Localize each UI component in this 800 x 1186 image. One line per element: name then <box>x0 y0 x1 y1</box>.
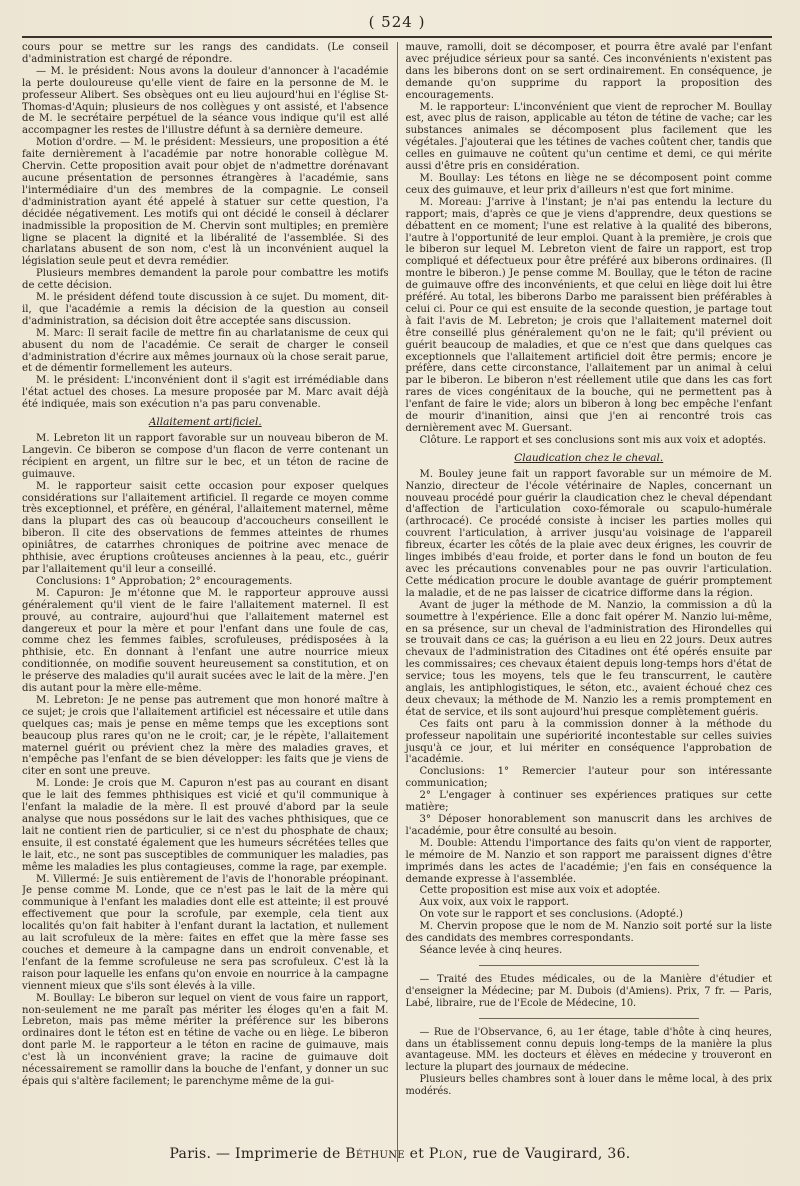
paragraph: Conclusions: 1° Approbation; 2° encouragements. <box>36 575 293 587</box>
paragraph: mauve, ramolli, doit se décomposer, et pourra être avalé par l'enfant avec préjudice sérieux pour sa santé. Ces inconvénients n'existent pas dans les biberons dont on se sert ordinairement. En conséquence, je demande qu'on supprime du rapport la proposition des encouragements. <box>405 42 772 101</box>
paragraph: Ces faits ont paru à la commission donner à la méthode du professeur napolitain une supériorité incontestable sur celles suivies jusqu'à ce jour, et lui mériter en conséquence l'approbation de l'académie. <box>405 718 772 766</box>
page-number: ( 524 ) <box>368 13 426 31</box>
imprint-suffix: , rue de Vaugirard, 36. <box>463 1146 631 1162</box>
paragraph: M. Lebreton: Je ne pense pas autrement que mon honoré maître à ce sujet; je crois que l'allaitement artificiel est nécessaire et utile dans quelques cas; mais je pense en même temps que les exceptions sont beaucoup plus rares qu'on ne le croit; car, je le répète, l'allaitement maternel guérit ou prévient chez la mère des maladies graves, et n'empêche pas l'enfant de se bien développer: les faits que je viens de citer en sont une preuve. <box>22 694 389 778</box>
paragraph: — M. le président: Nous avons la douleur d'annoncer à l'académie la perte douloureuse qu'elle vient de faire en la personne de M. le professeur Alibert. Ses obsèques ont eu lieu aujourd'hui en l'église St-Thomas-d'Aquin; plusieurs de nos collègues y ont assisté, et l'absence de M. le secrétaire perpétuel de la séance vous indique qu'il est allé accompagner les restes de l'illustre défunt à sa dernière demeure. <box>22 65 389 137</box>
paragraph: Conclusions: 1° Remercier l'auteur pour son intéressante communication; <box>405 766 772 790</box>
imprint-prefix: Paris. — Imprimerie de <box>169 1146 346 1162</box>
paragraph: M. le rapporteur saisit cette occasion pour exposer quelques considérations sur l'allaitement artificiel. Il regarde ce moyen comme très exceptionnel, et préfère, en général, l'allaitement maternel, même dans la plupart des cas où beaucoup d'accoucheurs conseillent le biberon. Il cite des observations de femmes atteintes de rhumes opiniâtres, de catarrhes chroniques de poitrine avec menace de phthisie, avec éruptions croûteuses anciennes à la peau, etc., guérir par l'allaitement qu'il leur a conseillé. <box>22 480 389 575</box>
paragraph: Clôture. Le rapport et ses conclusions sont mis aux voix et adoptés. <box>419 434 767 446</box>
paragraph: 2° L'engager à continuer ses expériences pratiques sur cette matière; <box>405 790 772 814</box>
advertisement: Plusieurs belles chambres sont à louer dans le même local, à des prix modérés. <box>405 1074 772 1098</box>
imprint-name: Plon <box>428 1146 464 1162</box>
separator-rule <box>479 1018 699 1019</box>
paragraph: M. Moreau: J'arrive à l'instant; je n'ai pas entendu la lecture du rapport; mais, d'après ce que je viens d'apprendre, deux questions se débattent en ce moment; l'une est relative à la qualité des biberons, l'autre à l'opportunité de leur emploi. Quant à la première, je crois que le biberon sur lequel M. Lebreton vient de faire un rapport, est trop compliqué et défectueux pour être préféré aux biberons ordinaires. (Il montre le biberon.) Je pense comme M. Boullay, que le téton de racine de guimauve offre des inconvénients, et que celui en liège doit lui être préféré. Au total, les biberons Darbo me paraissent bien préférables à celui ci. Pour ce qui est ensuite de la seconde question, je partage tout à fait l'avis de M. Lebreton; je crois que l'allaitement maternel doit être conseillé plus généralement qu'on ne le fait; qu'il prévient ou guérit beaucoup de maladies, et que ce n'est que dans quelques cas exceptionnels que l'allaitement artificiel doit être permis; encore je préfère, dans cette circonstance, l'allaitement par un animal à celui par le biberon. Le biberon n'est réellement utile que dans les cas fort rares de vices congénitaux de la bouche, qui ne permettent pas à l'enfant de faire le vide; alors un biberon à long bec empêche l'enfant de mourir d'inanition, ainsi que j'en ai rencontré trois cas dernièrement avec M. Guersant. <box>405 196 772 434</box>
left-column <box>22 42 398 1162</box>
paragraph: M. Bouley jeune fait un rapport favorable sur un mémoire de M. Nanzio, directeur de l'école vétérinaire de Naples, concernant un nouveau procédé pour guérir la claudication chez le cheval dépendant d'affection de l'articulation coxo-fémorale ou scapulo-humérale (arthrocacé). Ce procédé consiste à inciser les parties molles qui couvrent l'articulation, à arriver jusqu'au voisinage de l'appareil fibreux, écarter les côtés de la plaie avec deux érignes, les couvrir de linges imbibés d'eau froide, et porter dans le fond un bouton de feu avec les précautions convenables pour ne pas ouvrir l'articulation. Cette médication procure le double avantage de guérir promptement la maladie, et de ne pas laisser de cicatrice difforme dans la région. <box>405 468 772 599</box>
imprint-mid: et <box>404 1146 429 1162</box>
paragraph: Plusieurs membres demandent la parole pour combattre les motifs de cette décision. <box>22 268 389 292</box>
paragraph: M. Marc: Il serait facile de mettre fin au charlatanisme de ceux qui abusent du nom de l'académie. Ce serait de charger le conseil d'administration d'écrire aux mêmes journaux où la chose serait parue, et de démentir formellement les auteurs. <box>22 327 389 375</box>
paragraph: M. Boullay: Le biberon sur lequel on vient de vous faire un rapport, non-seulement ne me paraît pas mériter les éloges qu'en a fait M. Lebreton, mais pas même mériter la préférence sur les biberons ordinaires dont le téton est en tétine de vache ou en liège. Le biberon dont parle M. le rapporteur a le téton en racine de guimauve, mais c'est là un inconvénient grave; la racine de guimauve doit nécessairement se ramollir dans la bouche de l'enfant, y donner un suc épais qui s'altère facilement; le parenchyme même de la gui- <box>22 992 389 1087</box>
paragraph: M. Boullay: Les tétons en liège ne se décomposent point comme ceux des guimauve, et leur prix d'ailleurs n'est que fort minime. <box>405 172 772 196</box>
paragraph: On vote sur le rapport et ses conclusions. (Adopté.) <box>419 909 683 921</box>
paragraph: cours pour se mettre sur les rangs des candidats. (Le conseil d'administration est chargé de répondre. <box>22 42 389 65</box>
paragraph: M. Double: Attendu l'importance des faits qu'on vient de rapporter, le mémoire de M. Nanzio et son rapport me paraissent dignes d'être imprimés dans les actes de l'académie; j'en fais en conséquence la demande expresse à l'assemblée. <box>405 837 772 885</box>
right-column <box>398 42 773 1162</box>
advertisement: — Rue de l'Observance, 6, au 1er étage, table d'hôte à cinq heures, dans un établissement connu depuis long-temps de la manière la plus avantageuse. MM. les docteurs et élèves en médecine y trouveront en lecture la plupart des journaux de médecine. <box>405 1026 772 1074</box>
imprint-name: Béthune <box>345 1146 405 1162</box>
paragraph: Motion d'ordre. — M. le président: Messieurs, une proposition a été faite dernièrement à l'académie par notre honorable collègue M. Chervin. Cette proposition avait pour objet de n'admettre dorénavant aucune présentation de personnes étrangères à l'académie, sans l'intermédiaire d'un des membres de la compagnie. Le conseil d'administration ayant été appelé à statuer sur cette question, l'a décidée négativement. Les motifs qui ont décidé le conseil à déclarer inadmissible la proposition de M. Chervin sont multiples; en première ligne se placent la dignité et la libéralité de l'assemblée. Si des charlatans abusent de son nom, c'est là un inconvénient auquel la législation seule peut et devra remédier. <box>22 137 389 268</box>
paragraph: M. Londe: Je crois que M. Capuron n'est pas au courant en disant que le lait des femmes phthisiques est vicié et qu'il communique à l'enfant la maladie de la mère. Il est prouvé d'abord par la seule analyse que nous possédons sur le lait des vaches phthisiques, que ce lait ne contient rien de particulier, si ce n'est du phosphate de chaux; ensuite, il est constaté également que les humeurs sécrétées telles que le lait, etc., ne sont pas susceptibles de communiquer les maladies, pas même les maladies les plus contagieuses, comme la rage, par exemple. <box>22 778 389 873</box>
section-heading: Claudication chez le cheval. <box>514 451 664 464</box>
paragraph: M. Capuron: Je m'étonne que M. le rapporteur approuve aussi généralement qu'il vient de le faire l'allaitement maternel. Il est prouvé, au contraire, aujourd'hui que l'allaitement maternel est dangereux et pour la mère et pour l'enfant dans une foule de cas, comme chez les femmes faibles, scrofuleuses, prédisposées à la phthisie, etc. En donnant à l'enfant une autre nourrice mieux conditionnée, on modifie souvent heureusement sa constitution, et on le préserve des maladies qu'il aurait sucées avec le lait de la mère. J'en dis autant pour la mère elle-même. <box>22 587 389 695</box>
paragraph: M. le président: L'inconvénient dont il s'agit est irrémédiable dans l'état actuel des choses. La mesure proposée par M. Marc avait déjà été indiquée, mais son exécution n'a pas paru convenable. <box>22 375 389 411</box>
paragraph: M. le président défend toute discussion à ce sujet. Du moment, dit-il, que l'académie a remis la décision de la question au conseil d'administration, sa décision doit être acceptée sans discussion. <box>22 292 389 327</box>
top-rule <box>22 36 772 38</box>
paragraph: M. Chervin propose que le nom de M. Nanzio soit porté sur la liste des candidats des membres correspondants. <box>405 921 772 945</box>
section-heading: Allaitement artificiel. <box>148 416 262 429</box>
paragraph: Aux voix, aux voix le rapport. <box>419 897 569 909</box>
paragraph: M. Villermé: Je suis entièrement de l'avis de l'honorable préopinant. Je pense comme M. Londe, que ce n'est pas le lait de la mère qui communique à l'enfant les maladies dont elle est atteinte; il est prouvé effectivement que pour la scrofule, par exemple, cela tient aux localités qu'on fait habiter à l'enfant durant la lactation, et nullement au lait scrofuleux de la mère: faites en effet que la mère fasse ses couches et demeure à la campagne dans un endroit convenable, et l'enfant de la femme scrofuleuse ne sera pas scrofuleux. C'est là la raison pour laquelle les enfans qu'on envoie en nourrice à la campagne viennent mieux que s'ils sont élevés à la ville. <box>22 873 389 992</box>
paragraph: M. Lebreton lit un rapport favorable sur un nouveau biberon de M. Langevin. Ce biberon se compose d'un flacon de verre contenant un récipient en argent, un filtre sur le bec, et un téton de racine de guimauve. <box>22 433 389 480</box>
paragraph: Cette proposition est mise aux voix et adoptée. <box>419 885 661 897</box>
separator-rule <box>479 965 699 966</box>
paragraph: 3° Déposer honorablement son manuscrit dans les archives de l'académie, pour être consulté au besoin. <box>405 814 772 837</box>
book-notice: — Traité des Etudes médicales, ou de la Manière d'étudier et d'enseigner la Médecine; par M. Dubois (d'Amiens). Prix, 7 fr. — Paris, Labé, libraire, rue de l'Ecole de Médecine, 10. <box>405 973 772 1009</box>
paragraph: Avant de juger la méthode de M. Nanzio, la commission a dû la soumettre à l'expérience. Elle a donc fait opérer M. Nanzio lui-même, en sa présence, sur un cheval de l'administration des Hirondelles qui se trouvait dans ce cas; la guérison a eu lieu en 22 jours. Deux autres chevaux de l'administration des Citadines ont été opérés ensuite par les commissaires; ces chevaux étaient depuis long-temps hors d'état de service; tous les moyens, tels que le feu transcurrent, le cautère anglais, les antiphlogistiques, le séton, etc., avaient échoué chez ces deux chevaux; la méthode de M. Nanzio les a remis promptement en état de service, et ils sont aujourd'hui presque complètement guéris. <box>405 599 772 718</box>
paragraph: M. le rapporteur: L'inconvénient que vient de reprocher M. Boullay est, avec plus de raison, applicable au téton de tétine de vache; car les substances animales se décomposent plus facilement que les végétales. J'ajouterai que les tétines de vaches coûtent cher, tandis que celles en guimauve ne coûtent qu'un centime et demi, ce qui mérite aussi d'être pris en considération. <box>405 101 772 173</box>
columns <box>22 42 772 1162</box>
printer-imprint <box>0 1146 800 1162</box>
paragraph: Séance levée à cinq heures. <box>419 944 563 956</box>
